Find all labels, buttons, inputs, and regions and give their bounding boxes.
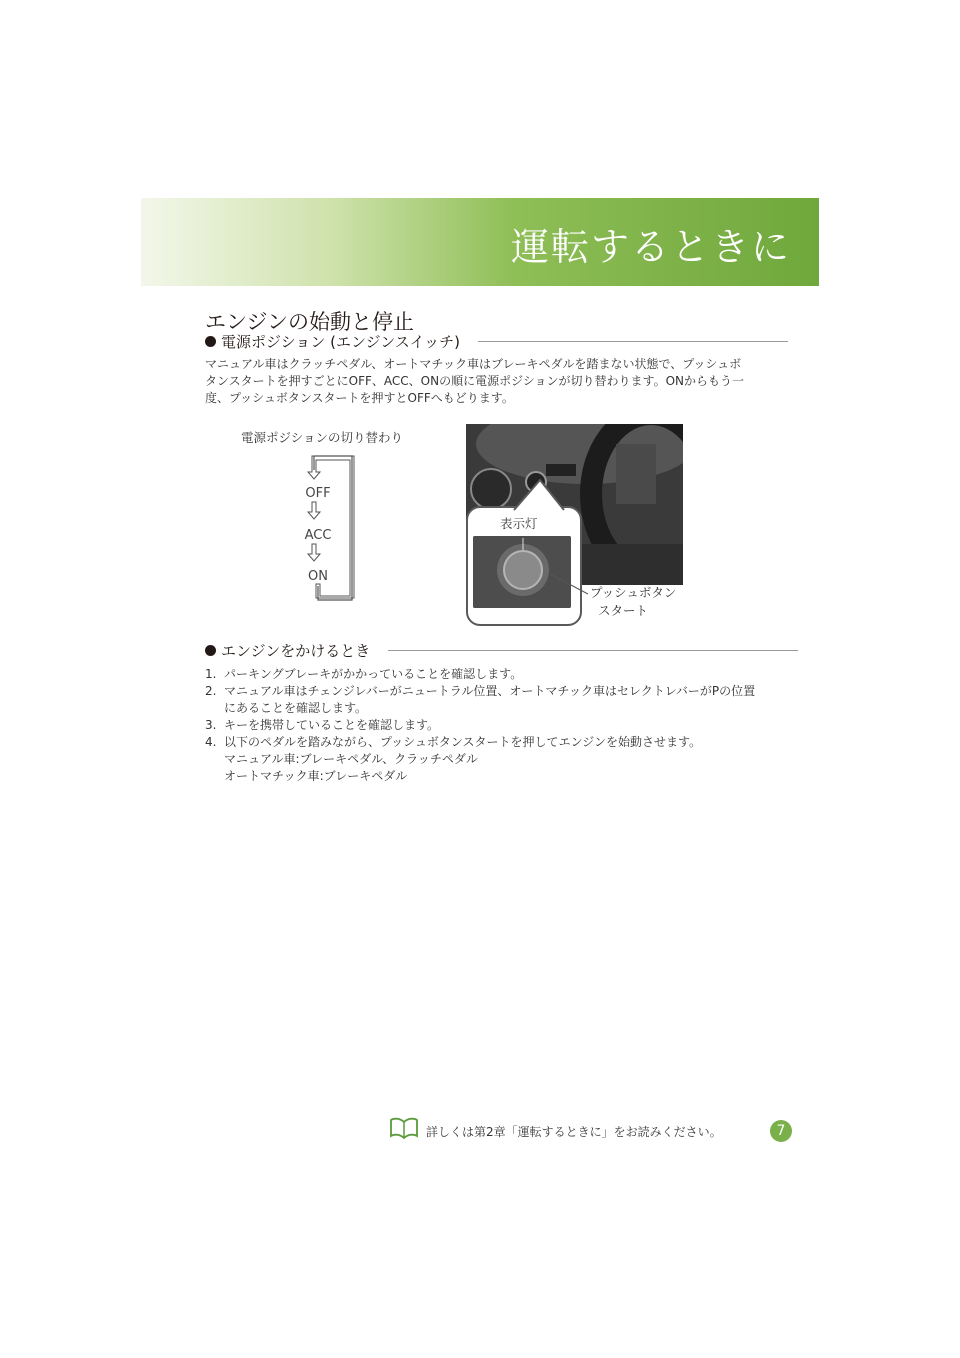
subsection-title: エンジンをかけるとき	[221, 642, 371, 660]
section-title: エンジンの始動と停止	[205, 310, 414, 334]
step-text: キーを携帯していることを確認します。	[224, 718, 440, 732]
chapter-banner	[141, 198, 819, 286]
divider	[478, 341, 788, 342]
bullet-icon	[205, 336, 216, 347]
indicator-label: 表示灯	[500, 516, 538, 531]
power-position-paragraph	[205, 356, 797, 407]
position-on: ON	[308, 569, 328, 584]
paragraph-line: 度、プッシュボタンスタートを押すとOFFへもどります。	[205, 391, 514, 405]
step-number: 3.	[205, 718, 217, 732]
arrow-down-icon	[308, 502, 320, 519]
step-subitem: オートマチック車:ブレーキペダル	[224, 769, 408, 783]
subsection-power-position	[205, 331, 788, 352]
diagram-caption: 電源ポジションの切り替わり	[241, 430, 403, 445]
step-number: 4.	[205, 735, 217, 749]
step-text-continued: にあることを確認します。	[224, 701, 368, 715]
list-item	[205, 666, 805, 683]
paragraph-line: マニュアル車はクラッチペダル、オートマチック車はブレーキペダルを踏まない状態で、プッシュボ	[205, 357, 742, 371]
push-label-line: プッシュボタン	[590, 585, 677, 600]
step-text: 以下のペダルを踏みながら、プッシュボタンスタートを押してエンジンを始動させます。	[224, 735, 702, 749]
step-subitem: マニュアル車:ブレーキペダル、クラッチペダル	[224, 752, 478, 766]
step-text: パーキングブレーキがかかっていることを確認します。	[224, 667, 523, 681]
push-label-line: スタート	[598, 603, 649, 618]
footer-reference: 詳しくは第2章「運転するときに」をお読みください。	[426, 1125, 722, 1139]
position-off: OFF	[305, 486, 331, 501]
step-text: マニュアル車はチェンジレバーがニュートラル位置、オートマチック車はセレクトレバーがPの位置	[224, 684, 756, 698]
step-number: 2.	[205, 684, 217, 698]
subsection-start-engine	[205, 640, 798, 661]
paragraph-line: タンスタートを押すごとにOFF、ACC、ONの順に電源ポジションが切り替わります。ONからもう一	[205, 374, 744, 388]
book-icon	[389, 1116, 419, 1140]
callout-pointer	[510, 476, 570, 512]
start-steps-list	[205, 666, 805, 785]
page-number: 7	[770, 1120, 792, 1142]
bullet-icon	[205, 645, 216, 656]
chapter-title: 運転するときに	[510, 225, 791, 269]
list-item	[205, 734, 805, 751]
arrow-down-icon	[308, 544, 320, 561]
position-acc: ACC	[304, 528, 332, 543]
divider	[388, 650, 798, 651]
push-button-label	[590, 584, 676, 620]
push-label-leader	[548, 572, 592, 602]
list-item	[205, 683, 805, 700]
list-item	[205, 717, 805, 734]
subsection-title: 電源ポジション (エンジンスイッチ)	[221, 333, 460, 351]
step-number: 1.	[205, 667, 217, 681]
